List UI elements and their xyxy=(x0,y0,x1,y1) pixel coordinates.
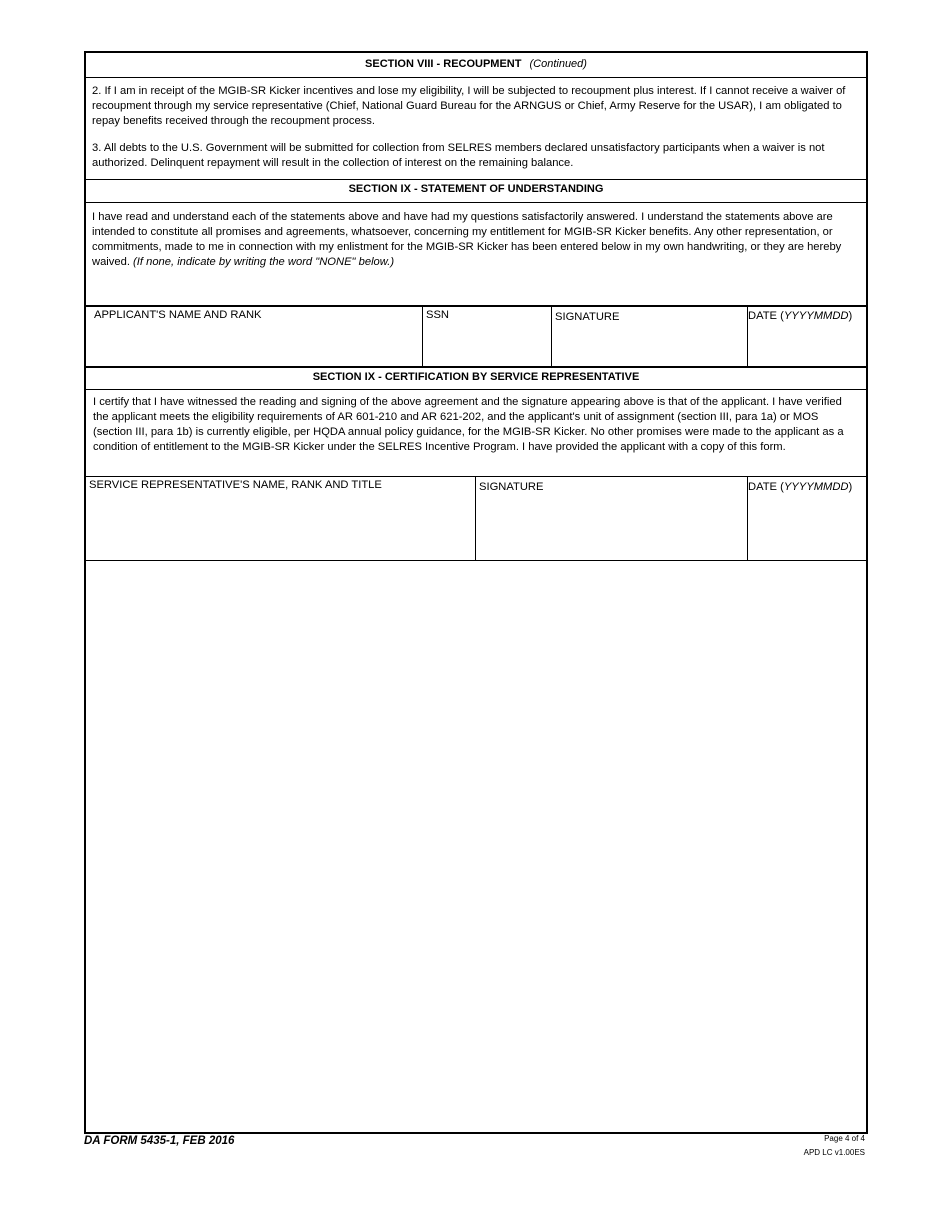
divider xyxy=(86,202,866,203)
form-frame xyxy=(84,51,868,1134)
form-version: APD LC v1.00ES xyxy=(803,1148,865,1157)
rep-date-label-text: DATE ( xyxy=(748,481,784,493)
section-viii-header xyxy=(86,58,866,71)
statement-body-text: I have read and understand each of the statements above and have had my questions satisfactorily answered. I understand the statements above are intended to constitute all promises and agreements, whatsoever, concerning my entitlement for MGIB-SR Kicker benefits. Any other representation, or commitments, made to me in connection with my enlistment for the MGIB-SR Kicker has been entered below in my own handwriting, or they are hereby waived. xyxy=(92,211,842,268)
divider xyxy=(86,476,866,477)
applicant-date-label-close: ) xyxy=(848,310,853,322)
divider xyxy=(86,560,866,561)
service-rep-label: SERVICE REPRESENTATIVE'S NAME, RANK AND TITLE xyxy=(89,479,382,491)
rep-date-field[interactable] xyxy=(748,496,865,559)
section-viii-para-3: 3. All debts to the U.S. Government will be submitted for collection from SELRES members declared unsatisfactory participants when a waiver is not authorized. Delinquent repayment will result in the collection of interest on the remaining balance. xyxy=(92,142,825,169)
applicant-signature-field[interactable] xyxy=(552,326,746,365)
section-ix-certification-title: SECTION IX - CERTIFICATION BY SERVICE REPRESENTATIVE xyxy=(312,371,640,383)
certification-body: I certify that I have witnessed the reading and signing of the above agreement and the signature appearing above is that of the applicant. I have verified the applicant meets the eligibility requirements of AR 601-210 and AR 621-202, and the applicant's unit of assignment (section III, para 1a) or MOS (section III, para 1b) is currently eligible, per HQDA annual policy guidance, for the MGIB-SR Kicker. No other promises were made to the applicant as a condition of entitlement to the MGIB-SR Kicker under the SELRES Incentive Program. I have provided the applicant with a copy of this form. xyxy=(93,396,844,453)
applicant-signature-label: SIGNATURE xyxy=(555,311,620,323)
divider xyxy=(86,305,866,307)
ssn-label: SSN xyxy=(426,309,450,321)
rep-date-label-close: ) xyxy=(848,481,853,493)
section-viii-para-2: 2. If I am in receipt of the MGIB-SR Kicker incentives and lose my eligibility, I will be subjected to recoupment plus interest. If I cannot receive a waiver of recoupment through my service representative (Chief, National Guard Bureau for the ARNGUS or Chief, Army Reserve for the USAR), I am obligated to repay benefits received through the recoupment process. xyxy=(92,85,846,127)
rep-signature-label: SIGNATURE xyxy=(479,481,544,493)
applicant-date-label-text: DATE ( xyxy=(748,310,784,322)
rep-signature-field[interactable] xyxy=(476,496,746,559)
divider xyxy=(86,77,866,78)
section-viii-continued: (Continued) xyxy=(529,58,587,70)
divider xyxy=(86,366,866,368)
applicant-date-label xyxy=(748,310,852,323)
divider xyxy=(86,179,866,180)
applicant-name-rank-label: APPLICANT'S NAME AND RANK xyxy=(94,309,262,321)
service-rep-field[interactable] xyxy=(87,494,474,559)
rep-date-label xyxy=(748,481,852,494)
statement-body-italic: (If none, indicate by writing the word "NONE" below.) xyxy=(133,256,395,268)
applicant-name-rank-field[interactable] xyxy=(87,324,421,365)
divider xyxy=(86,389,866,390)
section-ix-statement-title: SECTION IX - STATEMENT OF UNDERSTANDING xyxy=(348,183,604,195)
applicant-date-field[interactable] xyxy=(748,325,865,365)
applicant-date-format: YYYYMMDD xyxy=(783,310,849,322)
remarks-area[interactable] xyxy=(87,562,865,1130)
form-id: DA FORM 5435-1, FEB 2016 xyxy=(84,1135,235,1147)
section-viii-title: SECTION VIII - RECOUPMENT xyxy=(365,58,522,70)
page-number: Page 4 of 4 xyxy=(824,1134,865,1143)
ssn-field[interactable] xyxy=(423,324,550,365)
statement-body xyxy=(92,210,860,270)
rep-date-format: YYYYMMDD xyxy=(783,481,849,493)
